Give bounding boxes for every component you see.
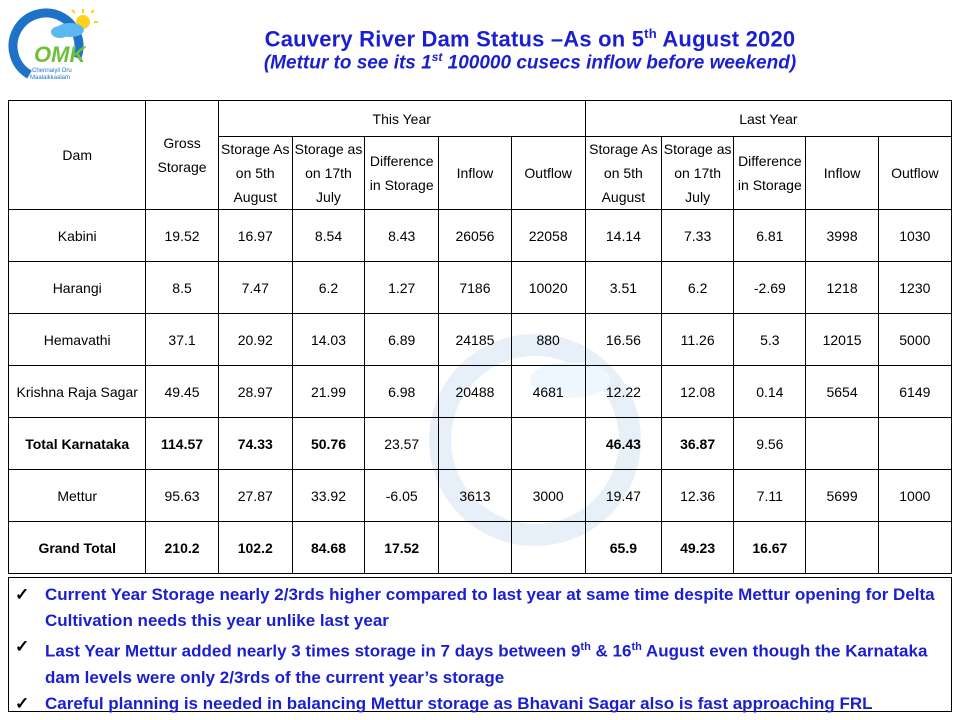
- table-cell: 12.22: [585, 366, 661, 418]
- gross-storage: 95.63: [146, 470, 218, 522]
- table-cell: 6.89: [365, 314, 439, 366]
- table-cell: 28.97: [218, 366, 292, 418]
- table-cell: 6.2: [662, 262, 734, 314]
- header-ty-difference: Difference in Storage: [365, 137, 439, 210]
- notes-box: [8, 577, 952, 712]
- table-cell: 49.23: [662, 522, 734, 574]
- table-cell: 1030: [878, 210, 951, 262]
- table-cell: 19.47: [585, 470, 661, 522]
- table-row-total-karnataka: [9, 418, 952, 470]
- table-cell: 3.51: [585, 262, 661, 314]
- dam-name: Mettur: [9, 470, 146, 522]
- dam-status-table: [8, 100, 952, 574]
- table-cell: 84.68: [292, 522, 364, 574]
- table-cell: 1218: [806, 262, 878, 314]
- table-cell: 6.2: [292, 262, 364, 314]
- header-dam: Dam: [9, 101, 146, 210]
- dam-name: Kabini: [9, 210, 146, 262]
- table-cell: 23.57: [365, 418, 439, 470]
- table-cell: 6149: [878, 366, 951, 418]
- table-cell: 20488: [439, 366, 511, 418]
- dam-name: Harangi: [9, 262, 146, 314]
- table-cell: [439, 522, 511, 574]
- table-cell: 102.2: [218, 522, 292, 574]
- table-cell: [511, 418, 585, 470]
- table-cell: 1000: [878, 470, 951, 522]
- table-cell: 5000: [878, 314, 951, 366]
- gross-storage: 37.1: [146, 314, 218, 366]
- table-cell: 14.03: [292, 314, 364, 366]
- table-cell: 6.98: [365, 366, 439, 418]
- checkmark-icon: ✓: [15, 693, 30, 713]
- header-gross-storage: Gross Storage: [146, 101, 218, 210]
- header-ly-inflow: Inflow: [806, 137, 878, 210]
- table-cell: 9.56: [734, 418, 806, 470]
- note-item: [15, 634, 945, 691]
- table-cell: 16.67: [734, 522, 806, 574]
- table-row: [9, 314, 952, 366]
- table-cell: -2.69: [734, 262, 806, 314]
- omk-logo: [8, 6, 104, 90]
- dam-name: Grand Total: [9, 522, 146, 574]
- table-cell: [806, 418, 878, 470]
- dam-name: Krishna Raja Sagar: [9, 366, 146, 418]
- table-cell: [878, 522, 951, 574]
- note-item: [15, 691, 945, 717]
- table-cell: 22058: [511, 210, 585, 262]
- table-cell: [439, 418, 511, 470]
- table-cell: 36.87: [662, 418, 734, 470]
- svg-text:Chennaiyil Oru: Chennaiyil Oru: [32, 68, 72, 74]
- header-ty-storage-17: Storage as on 17th July: [292, 137, 364, 210]
- table-cell: 8.54: [292, 210, 364, 262]
- checkmark-icon: ✓: [15, 637, 30, 656]
- table-cell: 27.87: [218, 470, 292, 522]
- note-text: Current Year Storage nearly 2/3rds higher compared to last year at same time despite Mettur opening for Delta Cultivation needs this year unlike last year: [45, 585, 935, 630]
- table-cell: 46.43: [585, 418, 661, 470]
- table-cell: 880: [511, 314, 585, 366]
- table-cell: 74.33: [218, 418, 292, 470]
- table-cell: 16.56: [585, 314, 661, 366]
- checkmark-icon: ✓: [15, 585, 30, 604]
- table-row: [9, 262, 952, 314]
- dam-name: Total Karnataka: [9, 418, 146, 470]
- note-item: [15, 582, 945, 634]
- gross-storage: 19.52: [146, 210, 218, 262]
- table-cell: 24185: [439, 314, 511, 366]
- table-cell: 12015: [806, 314, 878, 366]
- table-row: [9, 210, 952, 262]
- table-cell: 10020: [511, 262, 585, 314]
- table-cell: -6.05: [365, 470, 439, 522]
- table-cell: 5654: [806, 366, 878, 418]
- header-row-groups: [9, 101, 952, 137]
- table-cell: 7.47: [218, 262, 292, 314]
- page-title: Cauvery River Dam Status –As on 5th August 2020: [264, 26, 796, 52]
- table-cell: 33.92: [292, 470, 364, 522]
- table-cell: 65.9: [585, 522, 661, 574]
- table-cell: 4681: [511, 366, 585, 418]
- table-cell: 7.11: [734, 470, 806, 522]
- header-ty-outflow: Outflow: [511, 137, 585, 210]
- table-cell: 11.26: [662, 314, 734, 366]
- table-cell: 17.52: [365, 522, 439, 574]
- table-cell: 26056: [439, 210, 511, 262]
- table-cell: 3613: [439, 470, 511, 522]
- table-cell: 20.92: [218, 314, 292, 366]
- table-cell: 14.14: [585, 210, 661, 262]
- table-cell: 21.99: [292, 366, 364, 418]
- header-ty-storage-5: Storage As on 5th August: [218, 137, 292, 210]
- header-ty-inflow: Inflow: [439, 137, 511, 210]
- svg-text:OMK: OMK: [34, 42, 86, 67]
- dam-name: Hemavathi: [9, 314, 146, 366]
- table-cell: 1.27: [365, 262, 439, 314]
- table-cell: 3000: [511, 470, 585, 522]
- gross-storage: 49.45: [146, 366, 218, 418]
- table-row: [9, 470, 952, 522]
- table-cell: 0.14: [734, 366, 806, 418]
- table-row-grand-total: [9, 522, 952, 574]
- svg-text:Maalaikkaalam: Maalaikkaalam: [30, 75, 71, 81]
- header-ly-storage-17: Storage as on 17th July: [662, 137, 734, 210]
- table-cell: 5699: [806, 470, 878, 522]
- header-last-year: Last Year: [585, 101, 951, 137]
- table-cell: 12.36: [662, 470, 734, 522]
- table-cell: [806, 522, 878, 574]
- table-cell: 1230: [878, 262, 951, 314]
- header-ly-storage-5: Storage As on 5th August: [585, 137, 661, 210]
- page-subtitle: (Mettur to see its 1st 100000 cusecs inflow before weekend): [263, 50, 797, 74]
- table-cell: 12.08: [662, 366, 734, 418]
- table-cell: 7186: [439, 262, 511, 314]
- note-text: Last Year Mettur added nearly 3 times storage in 7 days between 9th & 16th August even though the Karnataka dam levels were only 2/3rds of the current year’s storage: [45, 641, 928, 687]
- table-cell: 7.33: [662, 210, 734, 262]
- table-cell: 50.76: [292, 418, 364, 470]
- gross-storage: 8.5: [146, 262, 218, 314]
- table-cell: 3998: [806, 210, 878, 262]
- header-this-year: This Year: [218, 101, 585, 137]
- gross-storage: 210.2: [146, 522, 218, 574]
- table-cell: [511, 522, 585, 574]
- header-ly-outflow: Outflow: [878, 137, 951, 210]
- note-text: Careful planning is needed in balancing Mettur storage as Bhavani Sagar also is fast approaching FRL: [45, 693, 873, 713]
- gross-storage: 114.57: [146, 418, 218, 470]
- header-ly-difference: Difference in Storage: [734, 137, 806, 210]
- table-row: [9, 366, 952, 418]
- table-cell: 6.81: [734, 210, 806, 262]
- table-cell: 5.3: [734, 314, 806, 366]
- table-cell: 8.43: [365, 210, 439, 262]
- table-cell: [878, 418, 951, 470]
- table-cell: 16.97: [218, 210, 292, 262]
